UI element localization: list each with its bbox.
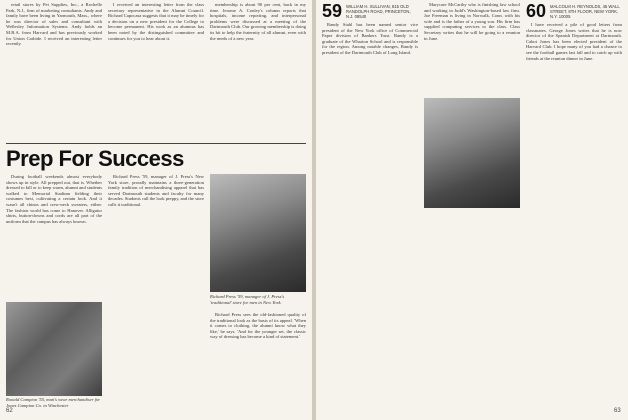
- class-60-number: 60: [526, 1, 547, 21]
- top-column-3: [210, 2, 306, 142]
- class-59-continued: [424, 2, 520, 94]
- class-60-column-text: I have received a pile of good letters from classmates. George Jones writes that he is now director of the Spanish Department at Dartmouth. Cabot Jones has been elected president of the Harvard Club. I hope many of you had a chance to see the football games last fall and to catch up with friends at the reunion dinner in June.: [526, 22, 622, 61]
- article-column-2: [108, 174, 204, 404]
- class-59-number: 59: [322, 1, 343, 21]
- page-number-right: 63: [614, 408, 621, 414]
- class-59-column: [322, 22, 418, 402]
- section-rule: [6, 143, 306, 144]
- article-column-2-text: Richard Press '59, manager of J. Press's New York store, proudly maintains a three-generation family tradition of merchandising apparel that has served Dartmouth students and faculty for many decades. Students call the look preppy, and the store calls it traditional.: [108, 174, 204, 207]
- top-column-1-text: retail stores by Pet Supplies, Inc., a Rochelle Park, N.J., firm of marketing consultants. Andy and family have been living in Yarmouth, Mass., where he was director of sales and consultant with Wellesley Information Systems. Andy holds an M.B.A. from Harvard and has previously worked for Union Carbide. I received an interesting letter recently.: [6, 2, 102, 47]
- press-photo: [210, 174, 306, 292]
- article-column-1-text: During football weekends almost everybody shows up in style. All prepped out, that is. Whether dressed to kill or to keep warm, alumni and students walked to Memorial Stadium fielding their costumes best, cultivating a certain look. And it wasn't all chinos and crew-neck sweaters, either. The fashion world has come to Hanover. Alligator shirts, button-downs and cords are all part of the uniform that the campus has always known.: [6, 174, 102, 224]
- class-60-column: [526, 22, 622, 402]
- press-photo-caption: Richard Press '59, manager of J. Press's 'traditional' store for men in New York.: [210, 294, 285, 305]
- article-column-3: [210, 312, 306, 404]
- top-column-1: [6, 2, 102, 142]
- top-column-3-text: membership is about 90 per cent, back in my time. Jerome A. Conley's column reports that hospitals, income reporting, and interpersonal problems were discussed at a meeting of the Dartmouth Club. Our growing membership is doing its bit to help the fraternity of all alumni, even with the needs of a new year.: [210, 2, 306, 41]
- class-59-column-text: Randy Stahl has been named senior vice president of the New York office of Commercial Paper division of Bankers Trust. Randy is a graduate of the Wharton School and is responsible for the region. Among notable changes, Randy is president of the Dartmouth Club of Long Island.: [322, 22, 418, 55]
- article-column-1: [6, 174, 102, 298]
- page-number-left: 62: [6, 408, 13, 414]
- right-page: [316, 0, 628, 420]
- class-59-continued-text: Marycare McCarthy who is finishing law school and working in Judd's Washington-based law firm. Joe Freeman is living in Norwalk, Conn. with his wife and is the father of a young son. His firm has supplied computing services to the class. Class Secretary writes that he will be going to a reunion in June.: [424, 2, 520, 41]
- campion-photo: [6, 302, 102, 396]
- class-59-byline: WILLIAM H. SULLIVAN, 815 OLD RANDOLPH ROAD, PRINCETON, N.J. 08540: [346, 4, 411, 19]
- top-column-2-text: I received an interesting letter from the class secretary representative in the Alumni Council. Richard Capocasa suggests that it may be timely for a decision on a new president for the College to become permanent. His work as an alumnus has been noted by the distinguished committee and continues for you to hear about it.: [108, 2, 204, 41]
- campion-photo-caption: Ronald Campion '55, man's wear merchandiser for Jones Campion Co. in Winchester: [6, 397, 101, 408]
- classmate-photo: [424, 98, 520, 208]
- article-headline: Prep For Success: [6, 146, 184, 171]
- class-60-byline: MALCOLM H. REYNOLDS, 45 WALL STREET, 8TH FLOOR, NEW YORK, N.Y. 10005: [550, 4, 620, 19]
- left-page: [0, 0, 312, 420]
- top-column-2: [108, 2, 204, 142]
- article-column-3-text: Richard Press sees the old-fashioned quality of the traditional look as the basis of its appeal. 'When it comes to clothing, the alumni know what they like,' he says. 'And for the younger set, the classic way of dressing has become a kind of statement.': [210, 312, 306, 340]
